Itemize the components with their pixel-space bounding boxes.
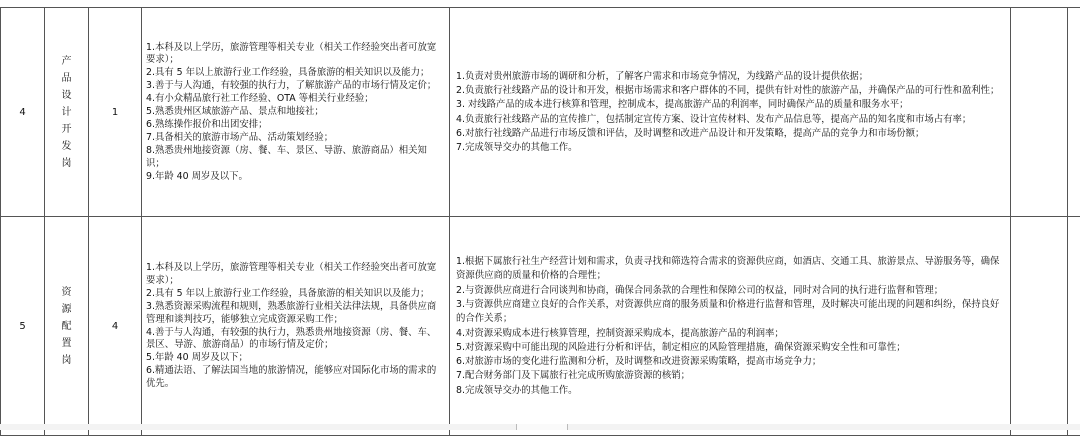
- table-row: [1, 217, 1080, 436]
- duties-cell: [450, 8, 1011, 217]
- duty-item: 7.完成领导交办的其他工作。: [456, 141, 1004, 155]
- requirement-item: 6.熟练操作报价和出团安排；: [146, 119, 445, 132]
- row-number: 5: [1, 217, 45, 436]
- requirement-item: 8.熟悉贵州地接资源（房、餐、车、景区、导游、旅游商品）相关知识；: [146, 145, 445, 171]
- duty-item: 6.对旅游市场的变化进行监测和分析，及时调整和改进资源采购策略，提高市场竞争力；: [456, 355, 1004, 369]
- position-name: 产品设计开发岗: [61, 53, 73, 172]
- position-name: 资源配置岗: [61, 284, 73, 369]
- empty-cell: [1068, 217, 1080, 436]
- requirement-item: 3.善于与人沟通，有较强的执行力，了解旅游产品的市场行情及定价；: [146, 80, 445, 93]
- duty-item: 3. 对线路产品的成本进行核算和管理，控制成本，提高旅游产品的利润率，同时确保产品的质量和服务水平；: [456, 98, 1004, 112]
- duty-item: 3.与资源供应商建立良好的合作关系，对资源供应商的服务质量和价格进行监督和管理，及时解决可能出现的问题和纠纷，保持良好的合作关系；: [456, 298, 1004, 327]
- row-number: 4: [1, 8, 45, 217]
- duty-item: 4.负责旅行社线路产品的宣传推广，包括制定宣传方案、设计宣传材料、发布产品信息等，提高产品的知名度和市场占有率；: [456, 113, 1004, 127]
- requirement-item: 7.具备相关的旅游市场产品、活动策划经验；: [146, 132, 445, 145]
- table-row: [1, 8, 1080, 217]
- requirement-item: 4.有小众精品旅行社工作经验、OTA 等相关行业经验；: [146, 93, 445, 106]
- requirement-item: 6.精通法语、了解法国当地的旅游情况，能够应对国际化市场的需求的优先。: [146, 365, 445, 391]
- requirement-item: 4.善于与人沟通，有较强的执行力，熟悉贵州地接资源（房、餐、车、景区、导游、旅游商品）的市场行情及定价；: [146, 327, 445, 353]
- duty-item: 8.完成领导交办的其他工作。: [456, 384, 1004, 398]
- duties-cell: [450, 217, 1011, 436]
- empty-cell: [1068, 8, 1080, 217]
- duty-item: 1.根据下属旅行社生产经营计划和需求，负责寻找和筛选符合需求的资源供应商，如酒店、交通工具、旅游景点、导游服务等，确保资源供应商的质量和价格的合理性；: [456, 255, 1004, 284]
- headcount: 1: [89, 8, 142, 217]
- duty-item: 4.对资源采购成本进行核算管理，控制资源采购成本，提高旅游产品的利润率；: [456, 327, 1004, 341]
- position-cell: [45, 8, 89, 217]
- headcount: 4: [89, 217, 142, 436]
- requirement-item: 1.本科及以上学历，旅游管理等相关专业（相关工作经验突出者可放宽要求）；: [146, 262, 445, 288]
- requirement-item: 2.具有 5 年以上旅游行业工作经验，具备旅游的相关知识以及能力；: [146, 288, 445, 301]
- position-cell: [45, 217, 89, 436]
- requirement-item: 9.年龄 40 周岁及以下。: [146, 171, 445, 184]
- duty-item: 1.负责对贵州旅游市场的调研和分析，了解客户需求和市场竞争情况，为线路产品的设计提供依据；: [456, 70, 1004, 84]
- requirements-cell: [142, 217, 450, 436]
- duty-item: 6.对旅行社线路产品进行市场反馈和评估，及时调整和改进产品设计和开发策略，提高产品的竞争力和市场份额；: [456, 127, 1004, 141]
- requirement-item: 5.年龄 40 周岁及以下；: [146, 352, 445, 365]
- requirement-item: 3.熟悉资源采购流程和规则，熟悉旅游行业相关法律法规，具备供应商管理和谈判技巧，能够独立完成资源采购工作；: [146, 301, 445, 327]
- duty-item: 7.配合财务部门及下属旅行社完成所购旅游资源的核销；: [456, 369, 1004, 383]
- empty-cell: [1011, 8, 1068, 217]
- requirement-item: 5.熟悉贵州区域旅游产品、景点和地接社；: [146, 106, 445, 119]
- sheet-tab-handle[interactable]: [516, 424, 568, 430]
- requirement-item: 2.具有 5 年以上旅游行业工作经验，具备旅游的相关知识以及能力；: [146, 67, 445, 80]
- requirement-item: 1.本科及以上学历，旅游管理等相关专业（相关工作经验突出者可放宽要求）；: [146, 42, 445, 68]
- duty-item: 2.负责旅行社线路产品的设计和开发，根据市场需求和客户群体的不同，提供有针对性的旅游产品，并确保产品的可行性和盈利性；: [456, 84, 1004, 98]
- empty-cell: [1011, 217, 1068, 436]
- job-table: [0, 7, 1080, 436]
- duty-item: 5.对资源采购中可能出现的风险进行分析和评估，制定相应的风险管理措施，确保资源采购安全性和可靠性；: [456, 341, 1004, 355]
- duty-item: 2.与资源供应商进行合同谈判和协商，确保合同条款的合理性和保障公司的权益，同时对合同的执行进行监督和管理；: [456, 284, 1004, 298]
- requirements-cell: [142, 8, 450, 217]
